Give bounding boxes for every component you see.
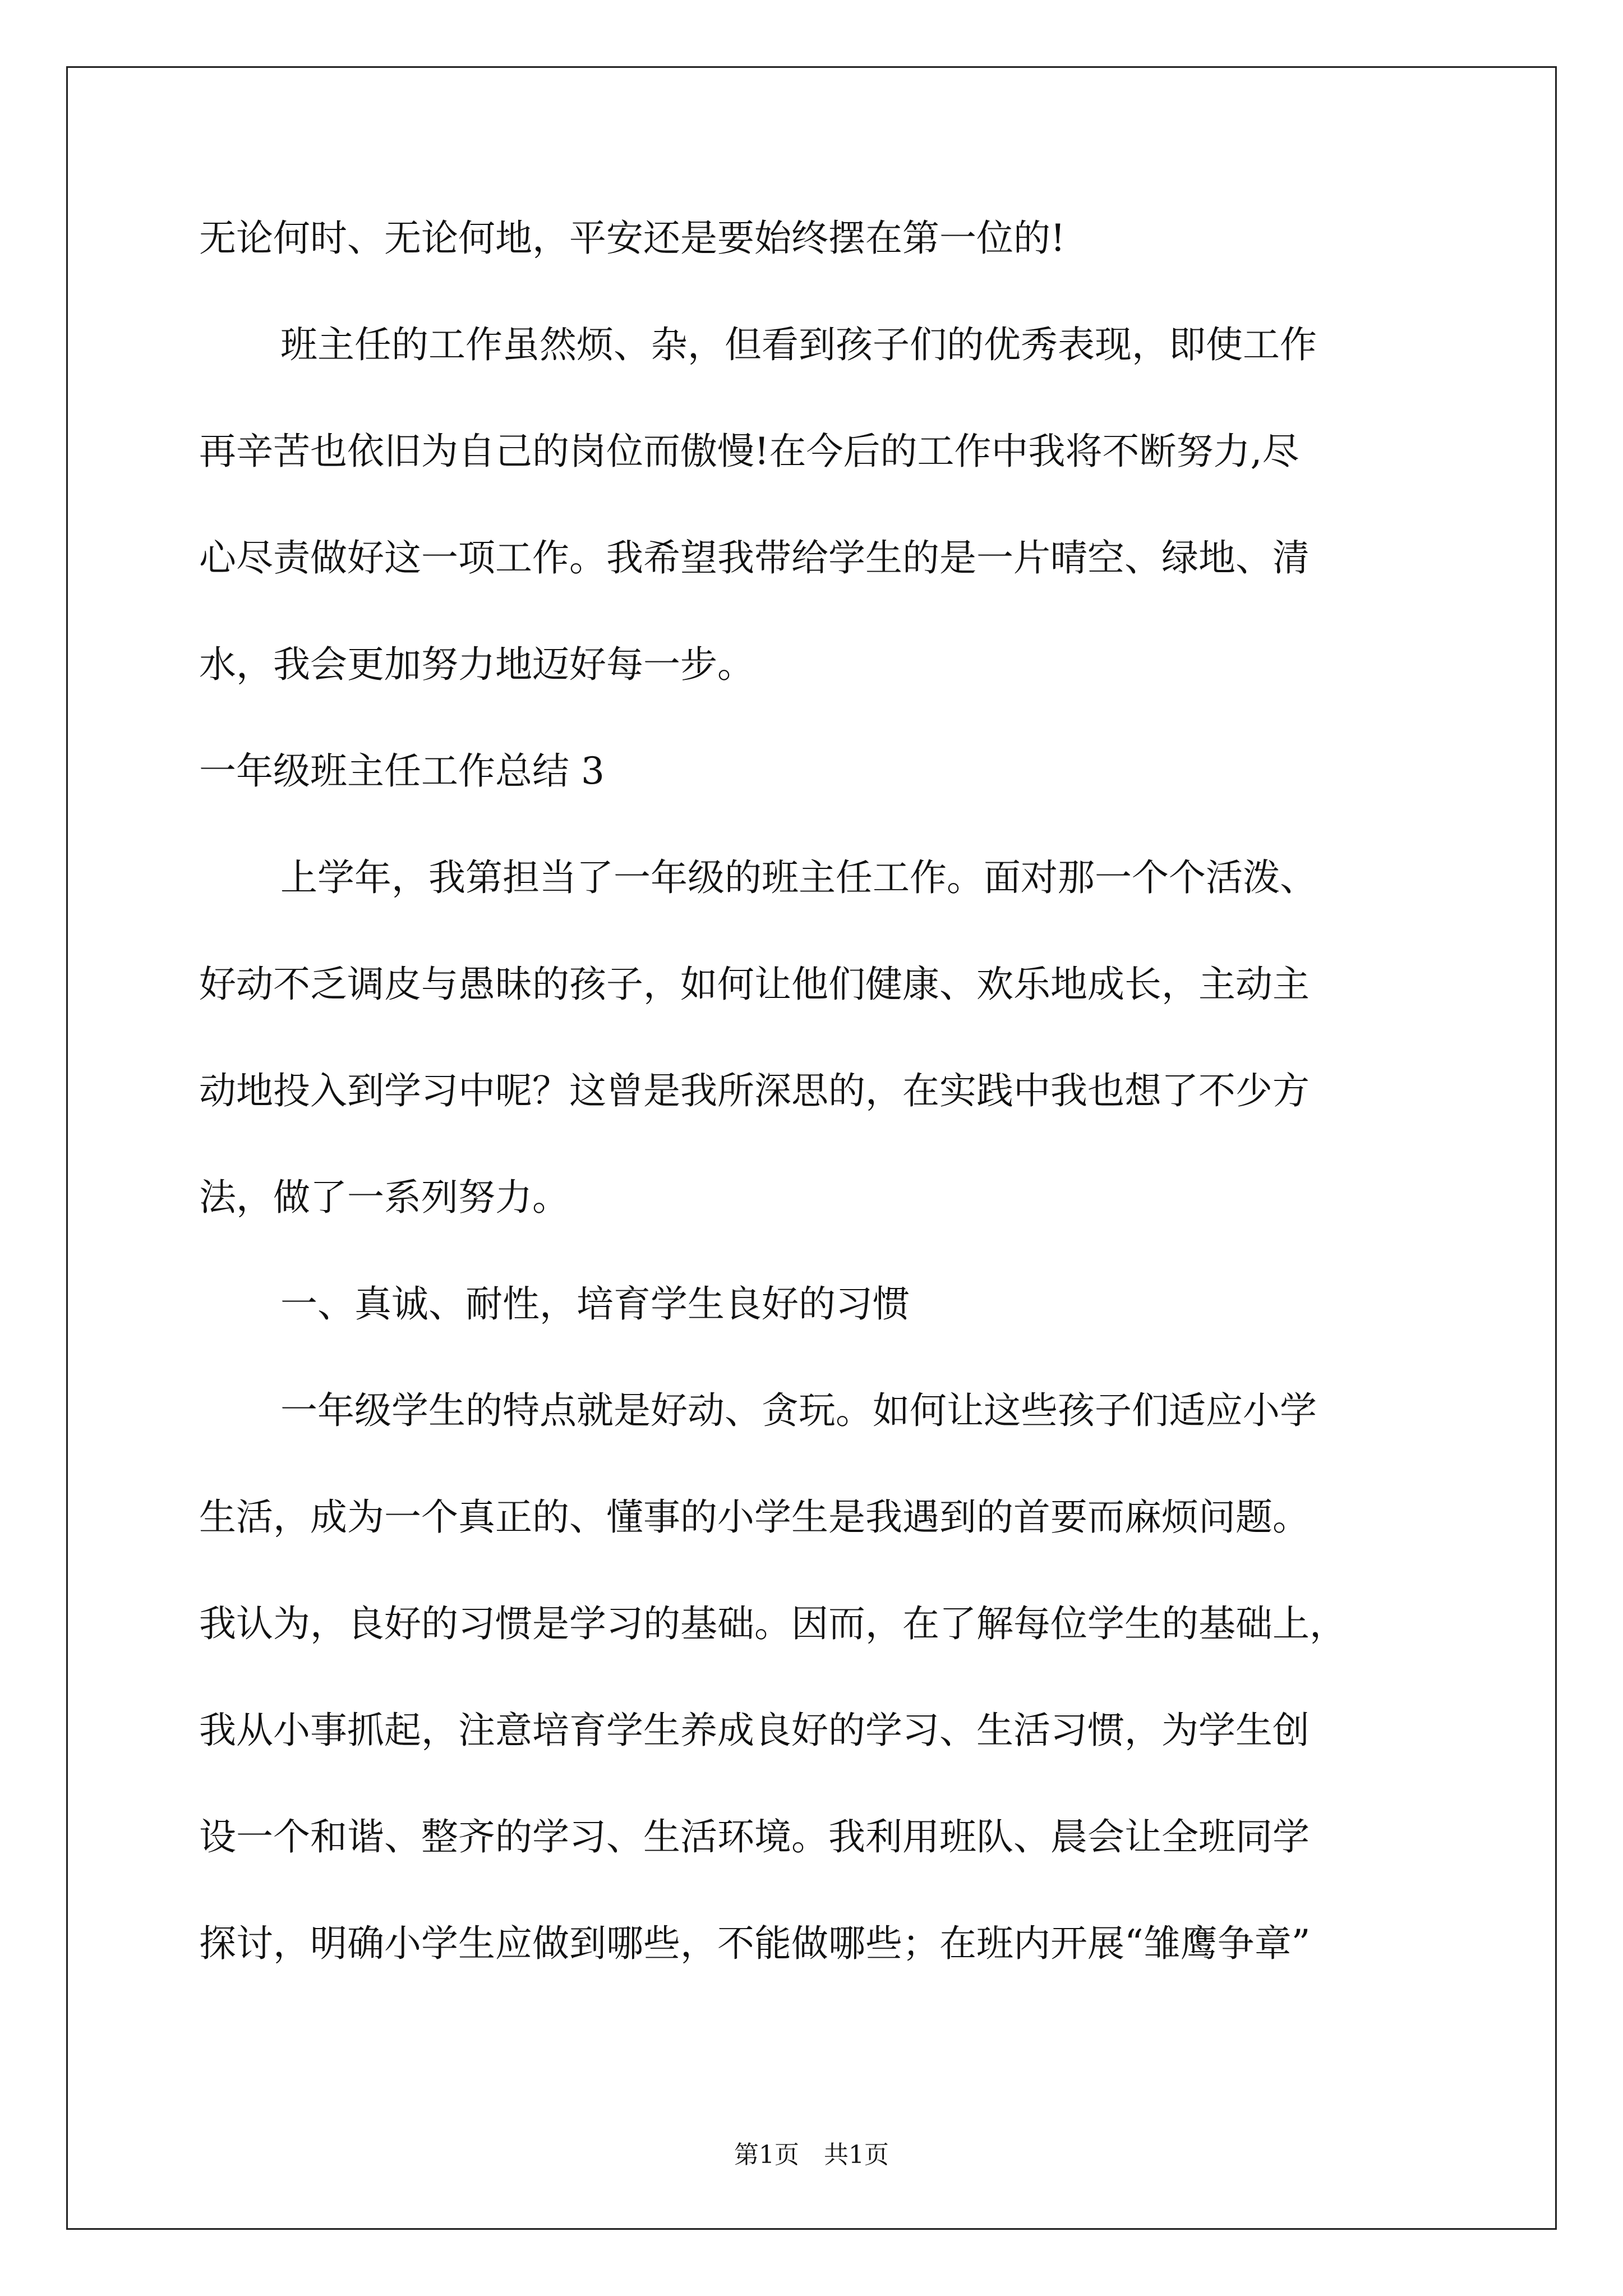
text-line: 法，做了一系列努力。 <box>199 1176 569 1219</box>
text-line: 我从小事抓起，注意培育学生养成良好的学习、生活习惯，为学生创 <box>199 1709 1310 1752</box>
text-line: 再辛苦也依旧为自己的岗位而傲慢!在今后的工作中我将不断努力,尽 <box>199 430 1299 473</box>
text-line: 好动不乏调皮与愚昧的孩子，如何让他们健康、欢乐地成长，主动主 <box>199 963 1310 1006</box>
paragraph-first-line: 上学年，我第担当了一年级的班主任工作。面对那一个个活泼、 <box>280 856 1317 899</box>
text-line: 探讨，明确小学生应做到哪些，不能做哪些；在班内开展“雏鹰争章” <box>199 1922 1311 1965</box>
paragraph-first-line: 班主任的工作虽然烦、杂，但看到孩子们的优秀表现，即使工作 <box>280 323 1317 366</box>
text-line: 设一个和谐、整齐的学习、生活环境。我利用班队、晨会让全班同学 <box>199 1815 1310 1858</box>
text-line: 心尽责做好这一项工作。我希望我带给学生的是一片晴空、绿地、清 <box>199 536 1310 579</box>
text-line: 无论何时、无论何地，平安还是要始终摆在第一位的! <box>199 217 1066 260</box>
page-border <box>66 66 1557 2230</box>
section-title: 一年级班主任工作总结 3 <box>199 749 605 793</box>
paragraph-first-line: 一年级学生的特点就是好动、贪玩。如何让这些孩子们适应小学 <box>280 1389 1317 1432</box>
text-line: 动地投入到学习中呢？这曾是我所深思的，在实践中我也想了不少方 <box>199 1069 1310 1112</box>
text-line: 我认为，良好的习惯是学习的基础。因而，在了解每位学生的基础上， <box>199 1602 1347 1645</box>
text-line: 水，我会更加努力地迈好每一步。 <box>199 643 754 686</box>
page-footer: 第1页 共1页 <box>734 2141 889 2169</box>
subheading: 一、真诚、耐性，培育学生良好的习惯 <box>280 1282 910 1326</box>
text-line: 生活，成为一个真正的、懂事的小学生是我遇到的首要而麻烦问题。 <box>199 1496 1310 1539</box>
